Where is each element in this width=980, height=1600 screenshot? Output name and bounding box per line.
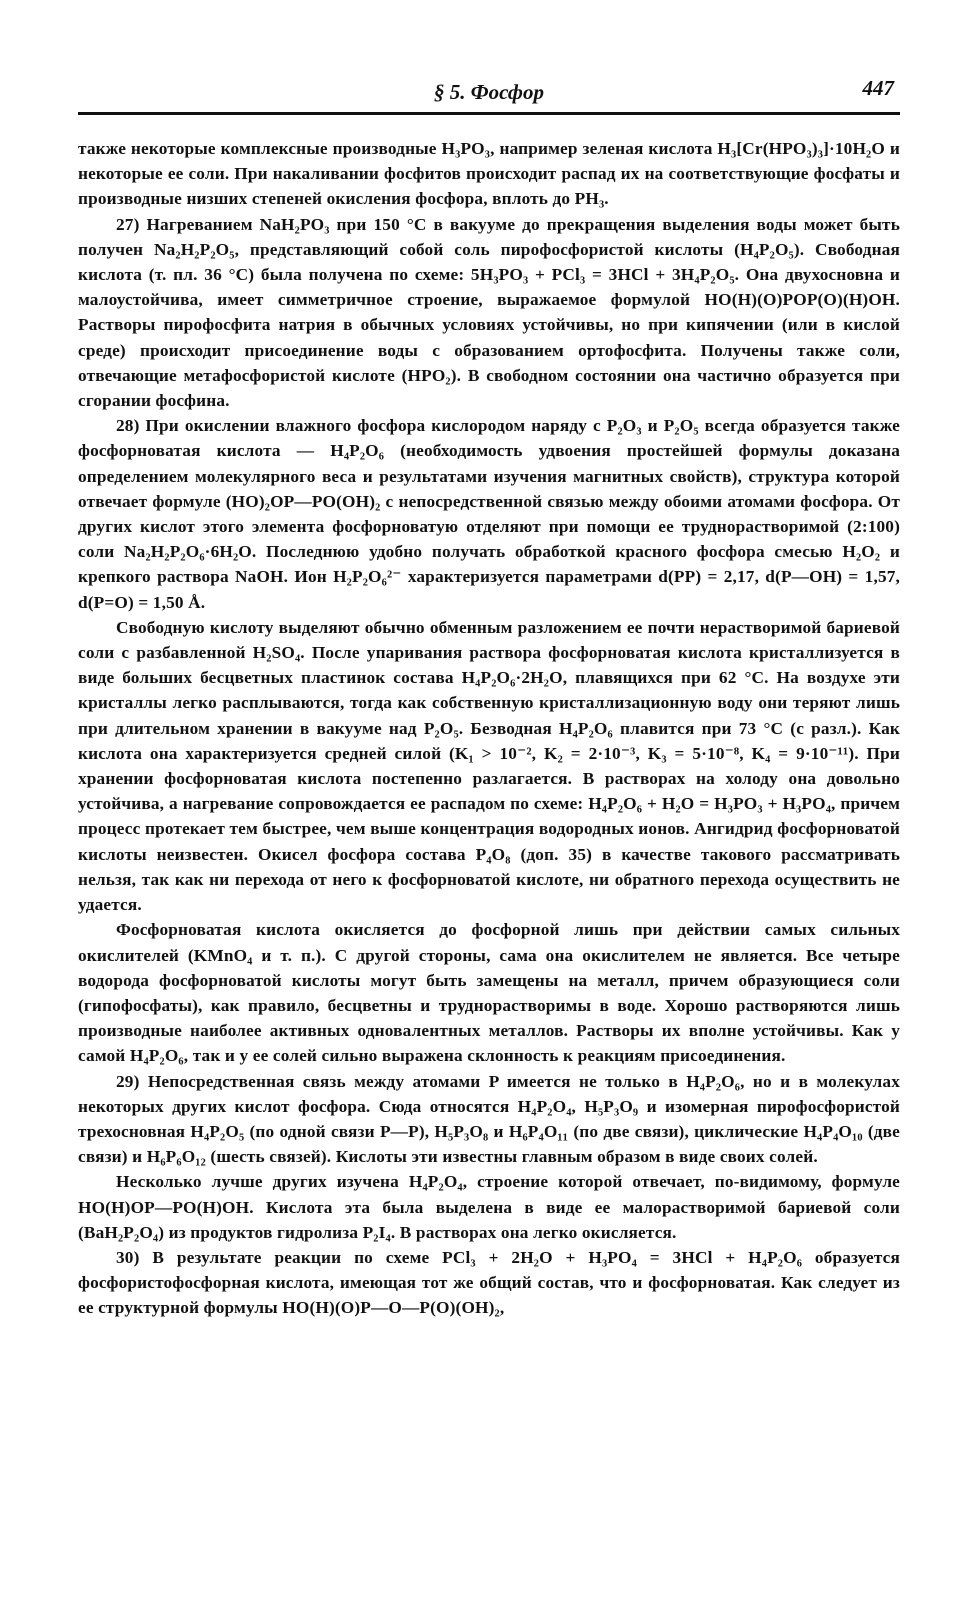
paragraph-free-acid: Свободную кислоту выделяют обычно обменным разложением ее почти нерастворимой бариевой соли с разбавленной H₂SO₄. После упаривания раствора фосфорноватая кислота кристаллизуется в виде больших бесцветных пластинок состава H₄P₂O₆·2H₂O, плавящихся при 62 °C. На воздухе эти кристаллы легко расплываются, тогда как собственную кристаллизационную воду они теряют лишь при длительном хранении в вакууме над P₂O₅. Безводная H₄P₂O₆ плавится при 73 °C (с разл.). Как кислота она характеризуется средней силой (K₁ > 10⁻², K₂ = 2·10⁻³, K₃ = 5·10⁻⁸, K₄ = 9·10⁻¹¹). При хранении фосфорноватая кислота постепенно разлагается. В растворах на холоду она довольно устойчива, а нагревание сопровождается ее распадом по схеме: H₄P₂O₆ + H₂O = H₃PO₃ + H₃PO₄, причем процесс протекает тем быстрее, чем выше концентрация водородных ионов. Ангидрид фосфорноватой кислоты неизвестен. Окисел фосфора состава P₄O₈ (доп. 35) в качестве такового рассматривать нельзя, так как ни перехода от него к фосфорноватой кислоте, ни обратного перехода осуществить не удается. xyxy=(78,617,900,915)
paragraph-oxidation: Фосфорноватая кислота окисляется до фосфорной лишь при действии самых сильных окислителей (KMnO₄ и т. п.). С другой стороны, сама она окислителем не является. Все четыре водорода фосфорноватой кислоты могут быть замещены на металл, причем образующиеся соли (гипофосфаты), как правило, бесцветны и труднорастворимы в воде. Хорошо растворяются лишь производные наиболее активных одновалентных металлов. Растворы их вполне устойчивы. Как у самой H₄P₂O₆, так и у ее солей сильно выражена склонность к реакциям присоединения. xyxy=(78,920,900,1066)
header-rule xyxy=(78,112,900,115)
paragraph-note-27: 27) Нагреванием NaH₂PO₃ при 150 °C в вакууме до прекращения выделения воды может быть получен Na₂H₂P₂O₅, представляющий собой соль пирофосфористой кислоты (H₄P₂O₅). Свободная кислота (т. пл. 36 °C) была получена по схеме: 5H₃PO₃ + PCl₃ = 3HCl + 3H₄P₂O₅. Она двухосновна и малоустойчива, имеет симметричное строение, выражаемое формулой HO(H)(O)POP(O)(H)OH. Растворы пирофосфита натрия в обычных условиях устойчивы, но при кипячении (или в кислой среде) происходит присоединение воды с образованием ортофосфита. Получены также соли, отвечающие метафосфористой кислоте (HPO₂). В свободном состоянии она частично образуется при сгорании фосфина. xyxy=(78,214,900,411)
section-title: § 5. Фосфор xyxy=(434,80,544,104)
page-number: 447 xyxy=(862,76,894,100)
paragraph-note-30: 30) В результате реакции по схеме PCl₃ + 2H₂O + H₃PO₄ = 3HCl + H₄P₂O₆ образуется фосфористофосфорная кислота, имеющая тот же общий состав, что и фосфорноватая. Как следует из ее структурной формулы HO(H)(O)P—O—P(O)(OH)₂, xyxy=(78,1247,900,1318)
paragraph-continuation: также некоторые комплексные производные H₃PO₃, например зеленая кислота H₃[Cr(HPO₃)₃]·10H₂O и некоторые ее соли. При накаливании фосфитов происходит распад их на соответствующие фосфаты и производные низших степеней окисления фосфора, вплоть до PH₃. xyxy=(78,139,900,209)
paragraph-note-29: 29) Непосредственная связь между атомами P имеется не только в H₄P₂O₆, но и в молекулах некоторых других кислот фосфора. Сюда относятся H₄P₂O₄, H₅P₃O₉ и изомерная пирофосфористой трехосновная H₄P₂O₅ (по одной связи P—P), H₅P₃O₈ и H₆P₄O₁₁ (по две связи), циклические H₄P₄O₁₀ (две связи) и H₆P₆O₁₂ (шесть связей). Кислоты эти известны главным образом в виде своих солей. xyxy=(78,1071,900,1167)
paragraph-note-28: 28) При окислении влажного фосфора кислородом наряду с P₂O₃ и P₂O₅ всегда образуется также фосфорноватая кислота — H₄P₂O₆ (необходимость удвоения простейшей формулы доказана определением молекулярного веса и результатами изучения магнитных свойств), структура которой отвечает формуле (HO)₂OP—PO(OH)₂ с непосредственной связью между обоими атомами фосфора. От других кислот этого элемента фосфорноватую отделяют при помощи ее труднорастворимой (2:100) соли Na₂H₂P₂O₆·6H₂O. Последнюю удобно получать обработкой красного фосфора смесью H₂O₂ и крепкого раствора NaOH. Ион H₂P₂O₆²⁻ характеризуется параметрами d(PP) = 2,17, d(P—OH) = 1,57, d(P=O) = 1,50 Å. xyxy=(78,416,900,612)
running-header xyxy=(78,76,900,108)
page-body xyxy=(78,136,900,1321)
paragraph-h4p2o4: Несколько лучше других изучена H₄P₂O₄, строение которой отвечает, по-видимому, формуле HO(H)OP—PO(H)OH. Кислота эта была выделена в виде ее малорастворимой бариевой соли (BaH₂P₂O₄) из продуктов гидролиза P₂I₄. В растворах она легко окисляется. xyxy=(78,1172,900,1242)
